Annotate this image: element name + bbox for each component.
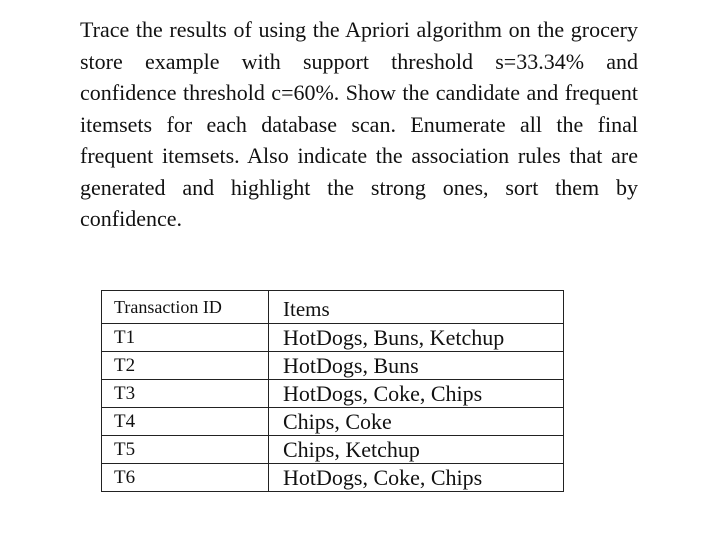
transaction-id-cell: T2 — [102, 352, 269, 380]
items-cell: HotDogs, Buns — [269, 352, 564, 380]
table-row — [102, 436, 564, 464]
items-cell: HotDogs, Coke, Chips — [269, 464, 564, 492]
table-row — [102, 380, 564, 408]
table-row — [102, 464, 564, 492]
items-cell: HotDogs, Coke, Chips — [269, 380, 564, 408]
transaction-id-cell: T6 — [102, 464, 269, 492]
question-text: Trace the results of using the Apriori algorithm on the grocery store example with support threshold s=33.34% and confidence threshold c=60%. Show the candidate and frequent itemsets for each database scan. Enumerate all the final frequent itemsets. Also indicate the association rules that are generated and highlight the strong ones, sort them by confidence. — [80, 17, 638, 231]
items-cell: HotDogs, Buns, Ketchup — [269, 324, 564, 352]
header-items: Items — [269, 291, 564, 324]
transaction-id-cell: T4 — [102, 408, 269, 436]
table-row — [102, 324, 564, 352]
transaction-id-cell: T3 — [102, 380, 269, 408]
items-cell: Chips, Coke — [269, 408, 564, 436]
table-header-row — [102, 291, 564, 324]
table-row — [102, 352, 564, 380]
transactions-table — [101, 290, 564, 492]
table-row — [102, 408, 564, 436]
items-cell: Chips, Ketchup — [269, 436, 564, 464]
transaction-id-cell: T5 — [102, 436, 269, 464]
transaction-id-cell: T1 — [102, 324, 269, 352]
header-transaction-id: Transaction ID — [102, 291, 269, 324]
